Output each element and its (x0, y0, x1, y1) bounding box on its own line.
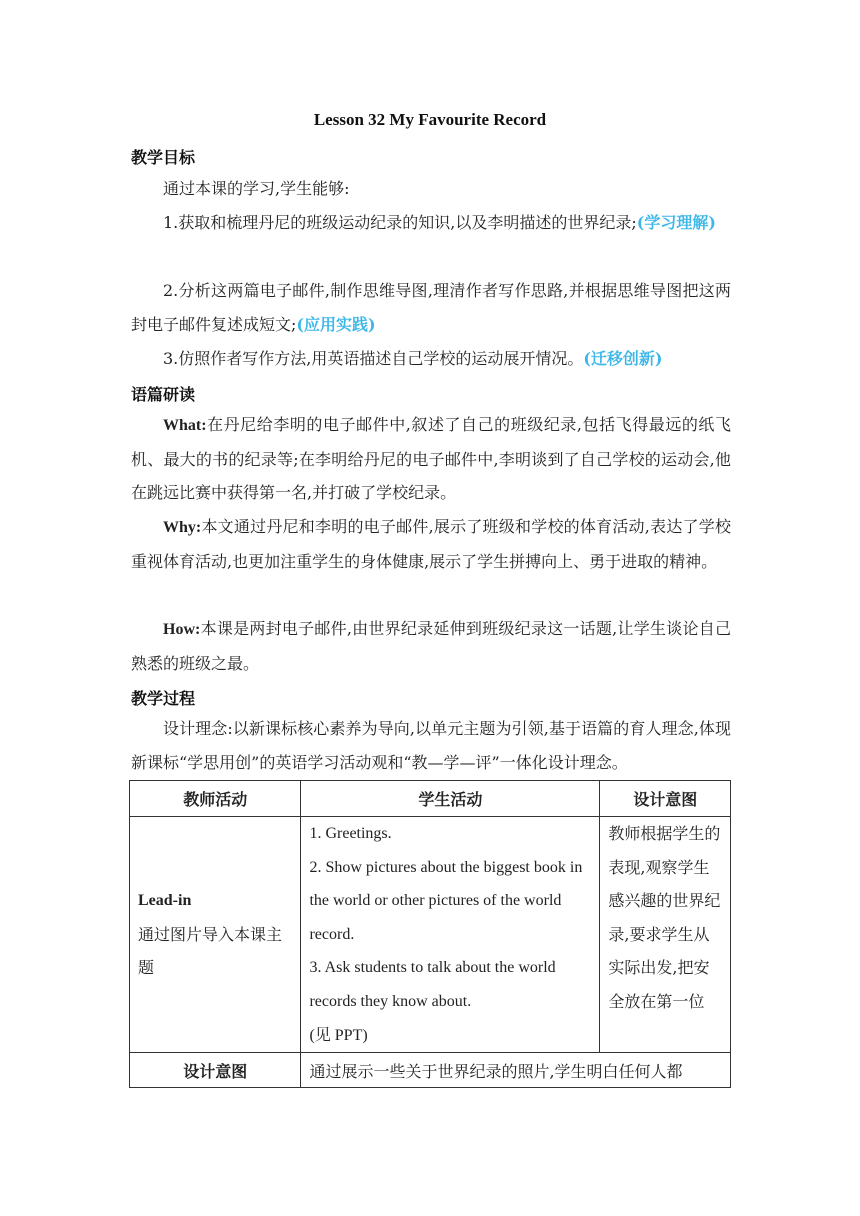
objective-item-1 (131, 206, 731, 240)
header-student: 学生活动 (301, 781, 600, 817)
teacher-activity-cell (130, 817, 301, 1053)
objective-tag-2: (应用实践) (296, 314, 376, 334)
why-text: 本文通过丹尼和李明的电子邮件,展示了班级和学校的体育活动,表达了学校重视体育活动,也更加注重学生的身体健康,展示了学生拼搏向上、勇于进取的精神。 (131, 517, 731, 571)
lead-in-title: Lead-in (138, 892, 192, 910)
how-paragraph (131, 612, 731, 680)
student-line-3: 3. Ask students to talk about the world records they know about. (309, 959, 556, 1010)
design-intent-text: 教师根据学生的表现,观察学生感兴趣的世界纪录,要求学生从实际出发,把安全放在第一位 (608, 824, 721, 1011)
process-intro: 设计理念:以新课标核心素养为导向,以单元主题为引领,基于语篇的育人理念,体现新课标“学思用创”的英语学习活动观和“教—学—评”一体化设计理念。 (131, 719, 731, 772)
how-label: How: (163, 621, 201, 638)
what-paragraph (131, 408, 731, 510)
objectives-intro: 通过本课的学习,学生能够: (163, 179, 350, 198)
header-teacher: 教师活动 (130, 781, 301, 817)
student-line-1: 1. Greetings. (309, 825, 392, 842)
student-line-4: (见 PPT) (309, 1026, 368, 1044)
lead-in-text: 通过图片导入本课主题 (138, 924, 283, 978)
table-row (130, 817, 731, 1053)
student-line-2: 2. Show pictures about the biggest book in the world or other pictures of the world record. (309, 858, 583, 943)
objective-text-3: 3.仿照作者写作方法,用英语描述自己学校的运动展开情况。 (163, 349, 584, 368)
objective-tag-1: (学习理解) (636, 213, 716, 232)
table-row (130, 1053, 731, 1088)
table-header-row (130, 781, 731, 817)
what-text: 在丹尼给李明的电子邮件中,叙述了自己的班级纪录,包括飞得最远的纸飞机、最大的书的纪录等;在李明给丹尼的电子邮件中,李明谈到了自己学校的运动会,他在跳远比赛中获得第一名,并打破了学校纪录。 (131, 415, 731, 503)
student-activity-cell (301, 817, 600, 1053)
objective-text-2: 2.分析这两篇电子邮件,制作思维导图,理清作者写作思路,并根据思维导图把这两封电子邮件复述成短文; (131, 281, 731, 334)
lesson-title: Lesson 32 My Favourite Record (313, 110, 547, 129)
objective-item-2 (131, 274, 731, 341)
design-intent-summary: 通过展示一些关于世界纪录的照片,学生明白任何人都 (301, 1053, 731, 1088)
activity-table (129, 780, 731, 1088)
design-intent-label: 设计意图 (130, 1053, 301, 1088)
objectives-heading: 教学目标 (131, 148, 196, 167)
objective-tag-3: (迁移创新) (583, 349, 663, 368)
what-label: What: (163, 417, 207, 434)
process-heading: 教学过程 (131, 689, 196, 708)
how-text: 本课是两封电子邮件,由世界纪录延伸到班级纪录这一话题,让学生谈论自己熟悉的班级之最。 (131, 619, 731, 673)
why-paragraph (131, 510, 731, 578)
header-intent: 设计意图 (600, 781, 731, 817)
why-label: Why: (163, 519, 202, 536)
objective-text-1: 1.获取和梳理丹尼的班级运动纪录的知识,以及李明描述的世界纪录; (163, 213, 637, 232)
design-intent-cell (600, 817, 731, 1053)
reading-heading: 语篇研读 (131, 385, 196, 404)
objective-item-3 (131, 342, 731, 376)
